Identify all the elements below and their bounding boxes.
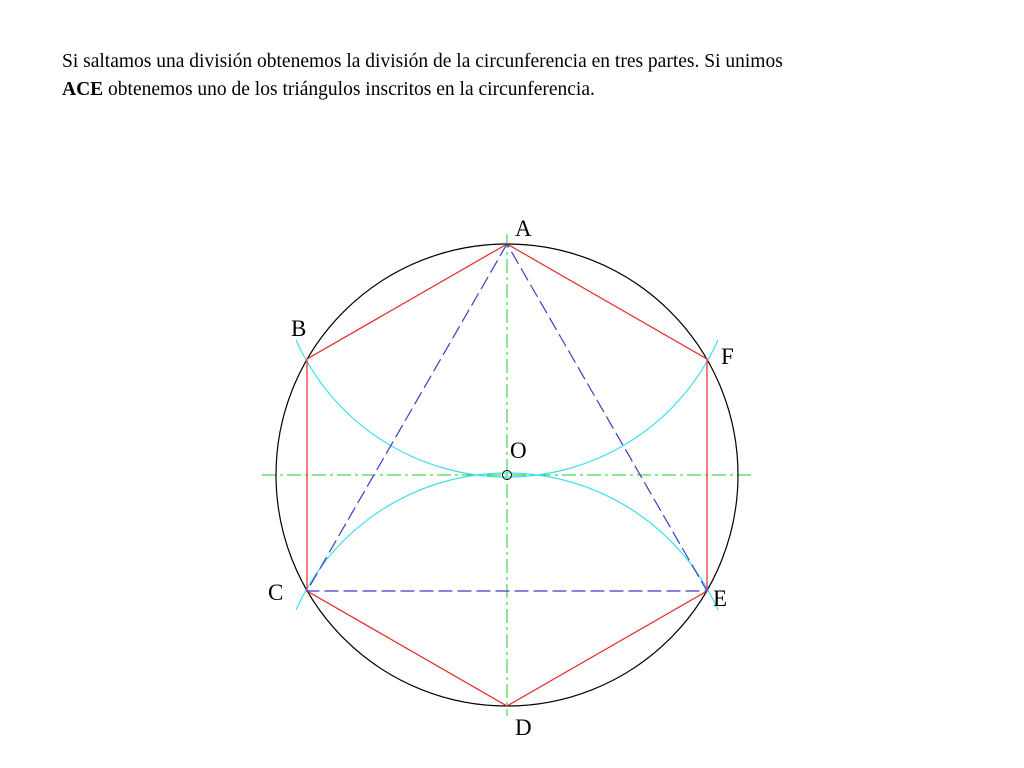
label-A: A — [515, 216, 532, 241]
triangle-name: ACE — [62, 79, 104, 100]
label-D: D — [515, 715, 532, 740]
label-E: E — [713, 586, 728, 611]
label-B: B — [291, 316, 307, 341]
label-C: C — [268, 580, 284, 605]
label-F: F — [721, 344, 734, 369]
explanation-line-2: obtenemos uno de los triángulos inscritos en la circunferencia. — [103, 79, 595, 100]
label-O: O — [510, 438, 527, 463]
explanation-line-1: Si saltamos una división obtenemos la división de la circunferencia en tres partes. Si unimos — [62, 51, 783, 72]
